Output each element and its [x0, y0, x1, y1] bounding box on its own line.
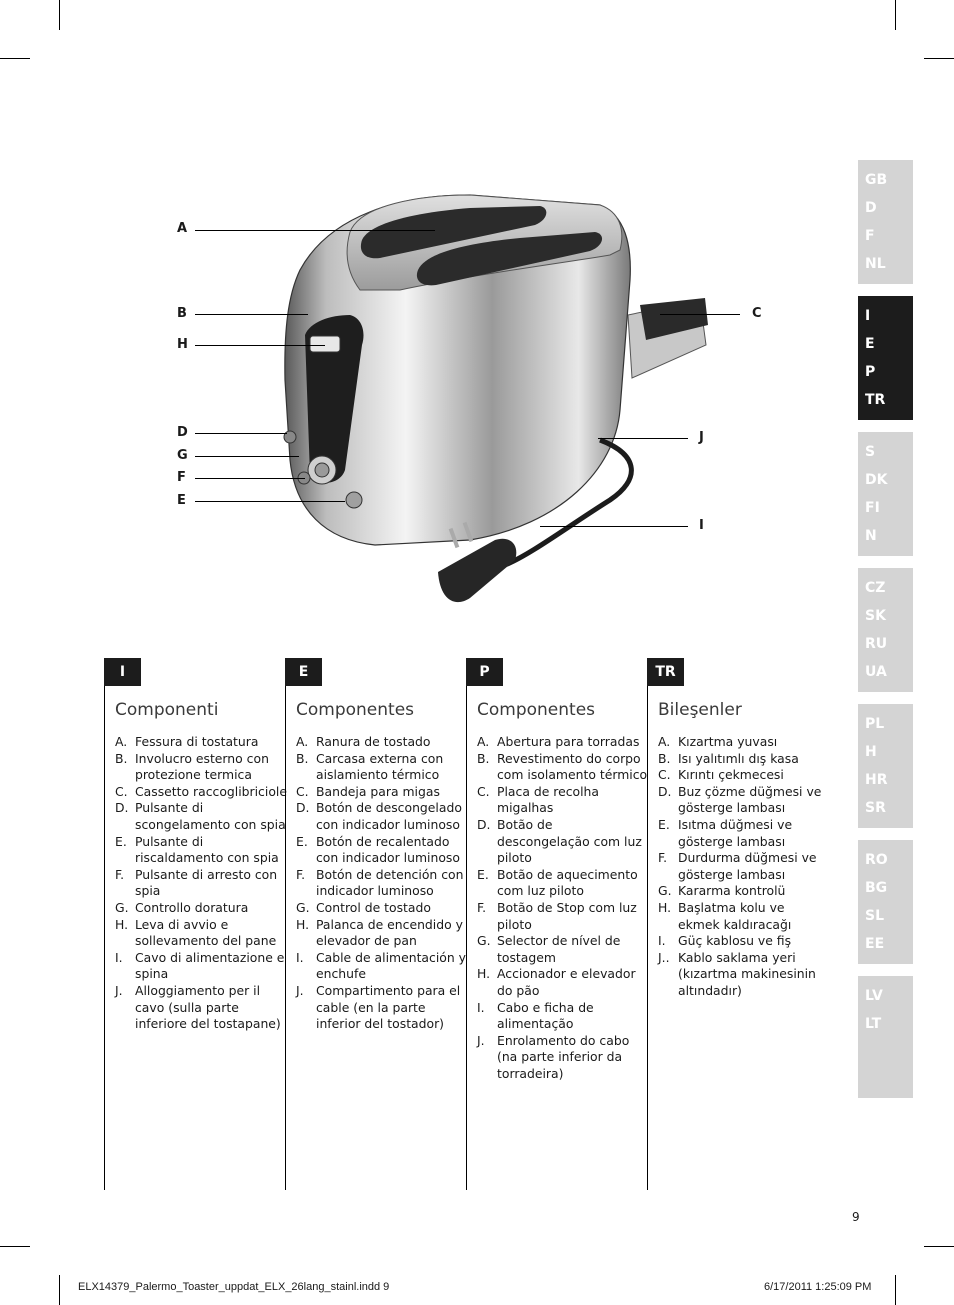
leader-line-i [540, 526, 688, 527]
language-tab-sl[interactable]: SL [865, 908, 885, 924]
item-text: Ranura de tostado [316, 734, 431, 749]
language-tab-i[interactable]: I [865, 308, 871, 324]
toaster-illustration [0, 180, 954, 620]
callout-label-g: G [177, 448, 188, 463]
list-item [477, 867, 649, 900]
list-item [658, 900, 830, 933]
list-item [296, 867, 468, 900]
column-tab-label: P [466, 658, 503, 686]
language-tab-d[interactable]: D [865, 200, 877, 216]
list-item [115, 784, 287, 801]
item-text: Palanca de encendido y elevador de pan [316, 916, 463, 949]
list-item [115, 983, 287, 1033]
item-text: Isı yalıtımlı dış kasa [678, 750, 799, 766]
leader-line-d [195, 433, 287, 434]
item-text: Control de tostado [316, 899, 431, 915]
item-text: Botón de detención con indicador luminoso [316, 866, 464, 899]
language-tab-s[interactable]: S [865, 444, 876, 460]
column-tab-label: I [104, 658, 141, 686]
item-letter: F. [115, 866, 125, 882]
callout-label-h: H [177, 337, 188, 352]
item-letter: F. [658, 850, 668, 866]
component-list [296, 734, 468, 1033]
list-item [477, 734, 649, 751]
language-tab-lv[interactable]: LV [865, 988, 883, 1004]
list-item [296, 983, 468, 1033]
list-item [296, 917, 468, 950]
item-text: Pulsante di arresto con spia [135, 866, 278, 899]
item-letter: A. [296, 734, 309, 749]
item-letter: A. [115, 734, 128, 749]
item-letter: H. [296, 916, 310, 932]
list-item [658, 784, 830, 817]
callout-label-e: E [177, 493, 186, 508]
item-text: Carcasa externa con aislamiento térmico [316, 750, 444, 783]
item-letter: J.. [658, 949, 670, 965]
list-item [296, 800, 468, 833]
list-item [658, 734, 830, 751]
list-item [296, 751, 468, 784]
item-letter: J. [296, 982, 304, 998]
language-column-turkish [647, 658, 828, 1190]
toaster-diagram [0, 180, 954, 620]
leader-line-g [195, 456, 299, 457]
callout-label-b: B [177, 306, 187, 321]
language-tab-bg[interactable]: BG [865, 880, 888, 896]
list-item [115, 917, 287, 950]
item-text: Pulsante di riscaldamento con spia [135, 833, 279, 866]
item-text: Buz çözme düğmesi ve gösterge lambası [678, 783, 822, 816]
language-group-4 [858, 568, 913, 692]
list-item [477, 1033, 649, 1083]
language-tab-h[interactable]: H [865, 744, 877, 760]
leader-line-b [195, 314, 308, 315]
item-letter: I. [477, 999, 485, 1015]
list-item [477, 900, 649, 933]
list-item [658, 950, 830, 1000]
item-letter: C. [296, 783, 309, 799]
crop-mark [59, 1275, 60, 1305]
list-item [477, 933, 649, 966]
item-text: Compartimento para el cable (en la parte inferior del tostador) [316, 982, 461, 1032]
column-tab-label: E [285, 658, 322, 686]
item-text: Botão de Stop com luz piloto [497, 899, 637, 932]
language-tab-cz[interactable]: CZ [865, 580, 886, 596]
item-text: Güç kablosu ve fiş [678, 933, 792, 949]
language-tab-ua[interactable]: UA [865, 664, 887, 680]
page-number: 9 [852, 1210, 860, 1224]
list-item [115, 800, 287, 833]
column-title: Componentes [296, 700, 415, 720]
item-letter: D. [658, 783, 672, 799]
callout-label-i: I [699, 518, 704, 533]
list-item [115, 867, 287, 900]
component-list [115, 734, 287, 1033]
callout-label-c: C [752, 306, 762, 321]
language-group-7 [858, 976, 913, 1098]
callout-label-d: D [177, 425, 188, 440]
language-tab-nl[interactable]: NL [865, 256, 886, 272]
leader-line-c [660, 314, 740, 315]
item-letter: F. [296, 866, 306, 882]
list-item [296, 784, 468, 801]
item-letter: E. [296, 833, 308, 849]
item-text: Kablo saklama yeri (kızartma makinesinin altındadır) [678, 949, 816, 998]
item-text: Abertura para torradas [497, 734, 640, 749]
column-title: Bileşenler [658, 700, 742, 720]
column-title: Componentes [477, 700, 596, 720]
list-item [115, 900, 287, 917]
column-title: Componenti [115, 700, 219, 720]
item-letter: B. [477, 750, 490, 766]
crop-mark [895, 1275, 896, 1305]
list-item [296, 900, 468, 917]
crop-mark [895, 0, 896, 30]
item-letter: A. [658, 734, 671, 749]
language-tab-sk[interactable]: SK [865, 608, 886, 624]
list-item [658, 817, 830, 850]
item-text: Revestimento do corpo com isolamento térmico [497, 750, 648, 783]
language-tab-f[interactable]: F [865, 228, 875, 244]
leader-line-e [195, 501, 345, 502]
list-item [658, 883, 830, 900]
callout-label-j: J [699, 430, 704, 445]
item-letter: I. [658, 933, 666, 949]
crop-mark [0, 58, 30, 59]
list-item [477, 1000, 649, 1033]
list-item [658, 933, 830, 950]
leader-line-f [195, 478, 305, 479]
list-item [477, 966, 649, 999]
footer-filename: ELX14379_Palermo_Toaster_uppdat_ELX_26lang_stainl.indd 9 [78, 1281, 390, 1293]
item-text: Cable de alimentación y enchufe [316, 949, 466, 982]
item-text: Cavo di alimentazione e spina [135, 949, 285, 982]
item-text: Fessura di tostatura [135, 734, 259, 749]
crop-mark [924, 1246, 954, 1247]
language-column-italian [104, 658, 285, 1190]
language-tab-fi[interactable]: FI [865, 500, 880, 516]
language-group-2-active [858, 296, 913, 420]
language-tab-ru[interactable]: RU [865, 636, 888, 652]
item-letter: D. [115, 800, 129, 816]
item-letter: B. [115, 750, 128, 766]
item-letter: C. [115, 783, 128, 799]
item-text: Accionador e elevador do pão [497, 966, 636, 998]
list-item [115, 834, 287, 867]
list-item [115, 734, 287, 751]
column-tab-label: TR [647, 658, 684, 686]
component-list [658, 734, 830, 1000]
leader-line-a [195, 230, 435, 231]
item-letter: C. [477, 783, 490, 799]
item-letter: E. [658, 816, 670, 832]
item-letter: B. [296, 750, 309, 766]
list-item [296, 834, 468, 867]
item-text: Controllo doratura [135, 899, 249, 915]
item-letter: D. [477, 816, 491, 832]
item-letter: E. [477, 866, 489, 882]
leader-line-h [195, 345, 325, 346]
language-group-1 [858, 160, 913, 284]
language-group-3 [858, 432, 913, 556]
item-letter: A. [477, 734, 490, 749]
item-letter: D. [296, 800, 310, 816]
item-letter: F. [477, 899, 487, 915]
item-letter: H. [477, 966, 491, 982]
item-letter: H. [658, 899, 672, 915]
language-tab-gb[interactable]: GB [865, 172, 888, 188]
language-tab-hr[interactable]: HR [865, 772, 888, 788]
item-text: Başlatma kolu ve ekmek kaldıracağı [678, 899, 792, 932]
list-item [115, 751, 287, 784]
item-text: Leva di avvio e sollevamento del pane [135, 916, 277, 949]
item-text: Kırıntı çekmecesi [678, 767, 784, 783]
item-letter: I. [296, 949, 304, 965]
item-letter: G. [115, 899, 129, 915]
item-letter: E. [115, 833, 127, 849]
item-letter: G. [296, 899, 310, 915]
language-column-spanish [285, 658, 466, 1190]
language-tab-ee[interactable]: EE [865, 936, 885, 952]
item-text: Botão de descongelação com luz piloto [497, 816, 642, 866]
item-text: Cabo e ficha de alimentação [497, 999, 594, 1032]
language-tab-tr[interactable]: TR [865, 392, 886, 408]
list-item [658, 850, 830, 883]
list-item [658, 767, 830, 784]
footer-timestamp: 6/17/2011 1:25:09 PM [764, 1281, 872, 1293]
list-item [477, 817, 649, 867]
item-text: Durdurma düğmesi ve gösterge lambası [678, 850, 817, 882]
item-text: Involucro esterno con protezione termica [135, 750, 269, 783]
crumb-tray [628, 298, 708, 378]
list-item [115, 950, 287, 983]
list-item [658, 751, 830, 768]
item-letter: J. [477, 1032, 485, 1048]
item-letter: I. [115, 949, 123, 965]
crop-mark [0, 1246, 30, 1247]
language-tab-sr[interactable]: SR [865, 800, 886, 816]
item-letter: G. [658, 883, 672, 899]
component-list [477, 734, 649, 1082]
list-item [477, 751, 649, 784]
item-letter: G. [477, 933, 491, 949]
item-text: Isıtma düğmesi ve gösterge lambası [678, 816, 793, 849]
item-text: Kızartma yuvası [678, 734, 778, 749]
crop-mark [924, 58, 954, 59]
language-tab-e[interactable]: E [865, 336, 875, 352]
callout-label-a: A [177, 221, 188, 236]
item-text: Bandeja para migas [316, 783, 440, 799]
item-letter: B. [658, 750, 671, 766]
item-text: Kararma kontrolü [678, 883, 786, 899]
language-tab-n[interactable]: N [865, 528, 877, 544]
crop-mark [59, 0, 60, 30]
language-group-5 [858, 704, 913, 828]
item-text: Botón de recalentado con indicador luminoso [316, 833, 460, 866]
item-text: Selector de nível de tostagem [497, 933, 621, 965]
item-text: Botão de aquecimento com luz piloto [497, 866, 638, 899]
item-text: Botón de descongelado con indicador luminoso [316, 800, 462, 832]
leader-line-j [598, 438, 688, 439]
item-text: Alloggiamento per il cavo (sulla parte inferiore del tostapane) [135, 982, 281, 1032]
language-group-6 [858, 840, 913, 964]
list-item [477, 784, 649, 817]
item-text: Placa de recolha migalhas [497, 783, 600, 816]
language-tab-dk[interactable]: DK [865, 472, 888, 488]
language-tab-p[interactable]: P [865, 364, 876, 380]
item-letter: H. [115, 916, 129, 932]
callout-label-f: F [177, 470, 186, 485]
item-letter: J. [115, 982, 123, 998]
item-text: Pulsante di scongelamento con spia [135, 800, 286, 832]
language-column-portuguese [466, 658, 647, 1190]
list-item [296, 950, 468, 983]
language-tab-ro[interactable]: RO [865, 852, 888, 868]
item-letter: C. [658, 767, 671, 783]
item-text: Enrolamento do cabo (na parte inferior da torradeira) [497, 1032, 630, 1081]
language-tab-lt[interactable]: LT [865, 1016, 882, 1032]
list-item [296, 734, 468, 751]
item-text: Cassetto raccoglibriciole [135, 783, 287, 799]
language-tab-pl[interactable]: PL [865, 716, 885, 732]
